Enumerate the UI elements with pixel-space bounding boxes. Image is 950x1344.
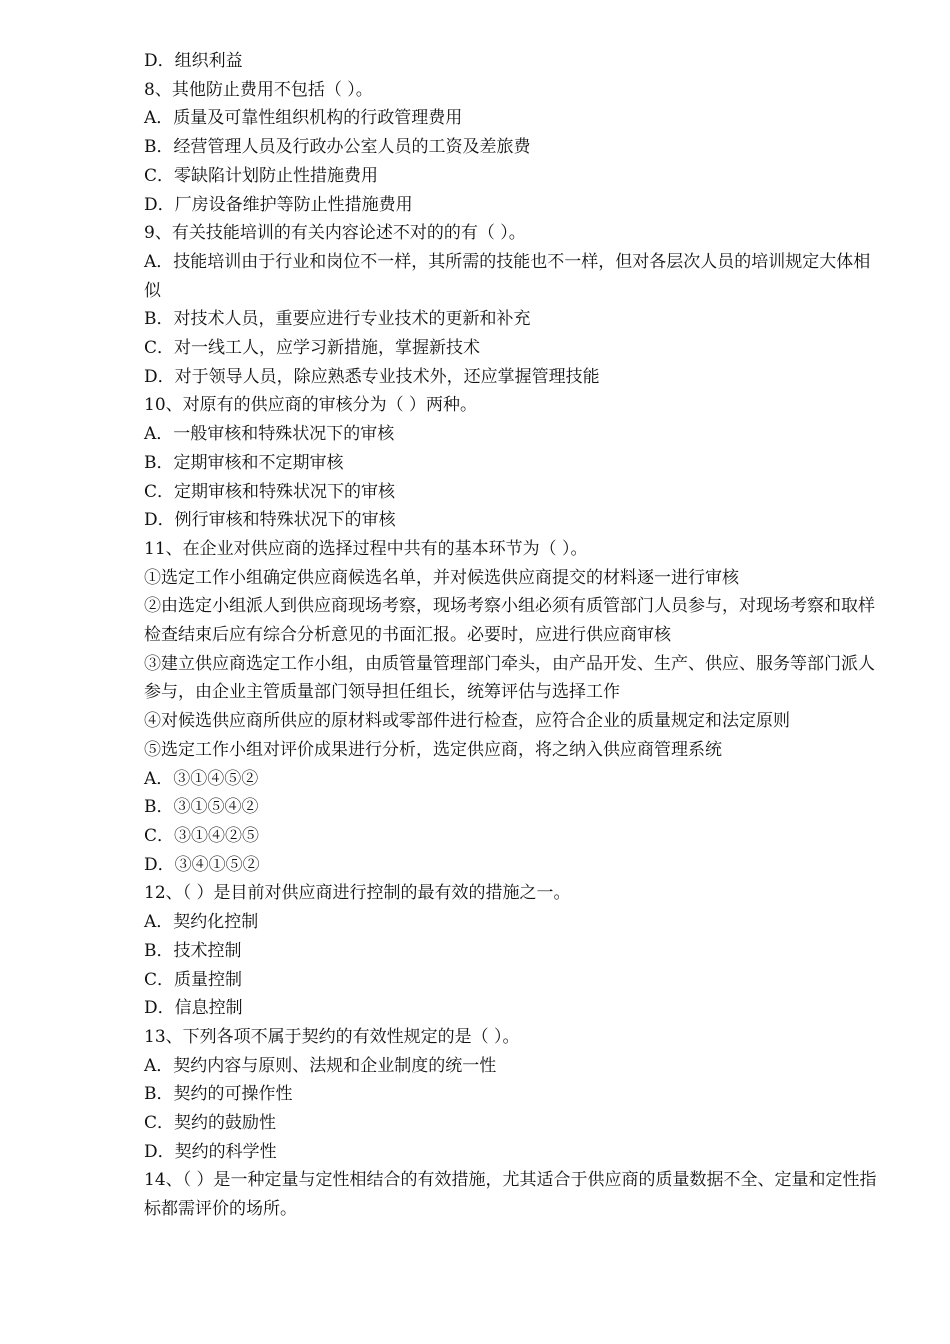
option-a-q10: A．一般审核和特殊状况下的审核 xyxy=(144,424,395,445)
option-c-q10: C．定期审核和特殊状况下的审核 xyxy=(144,481,396,502)
option-d-q11: D．③④①⑤② xyxy=(144,854,260,875)
option-b-q13: B．契约的可操作性 xyxy=(144,1084,293,1105)
question-9: 9、有关技能培训的有关内容论述不对的的有（ ）。 xyxy=(144,223,526,244)
option-a-q13: A．契约内容与原则、法规和企业制度的统一性 xyxy=(144,1055,497,1076)
option-d-q12: D．信息控制 xyxy=(144,998,243,1019)
question-13: 13、下列各项不属于契约的有效性规定的是（ ）。 xyxy=(144,1026,520,1047)
option-a-q9: A．技能培训由于行业和岗位不一样，其所需的技能也不一样，但对各层次人员的培训规定大体相似 xyxy=(144,251,871,301)
question-11: 11、在企业对供应商的选择过程中共有的基本环节为（ ）。 xyxy=(144,538,588,559)
step-5-q11: ⑤选定工作小组对评价成果进行分析，选定供应商，将之纳入供应商管理系统 xyxy=(144,739,722,760)
option-d-q10: D．例行审核和特殊状况下的审核 xyxy=(144,510,396,531)
option-d-q9: D．对于领导人员，除应熟悉专业技术外，还应掌握管理技能 xyxy=(144,366,600,387)
option-c-q9: C．对一线工人，应学习新措施，掌握新技术 xyxy=(144,338,481,359)
option-b-q9: B．对技术人员，重要应进行专业技术的更新和补充 xyxy=(144,309,531,330)
question-14: 14、（ ）是一种定量与定性相结合的有效措施，尤其适合于供应商的质量数据不全、定量和定性指标都需评价的场所。 xyxy=(144,1170,877,1220)
step-2-q11: ②由选定小组派人到供应商现场考察，现场考察小组必须有质管部门人员参与，对现场考察和取样检查结束后应有综合分析意见的书面汇报。必要时，应进行供应商审核 xyxy=(144,596,875,646)
option-b-q11: B．③①⑤④② xyxy=(144,797,259,818)
option-c-q12: C．质量控制 xyxy=(144,969,243,990)
option-c-q8: C．零缺陷计划防止性措施费用 xyxy=(144,165,379,186)
step-3-q11: ③建立供应商选定工作小组，由质管量管理部门牵头，由产品开发、生产、供应、服务等部门派人参与，由企业主管质量部门领导担任组长，统筹评估与选择工作 xyxy=(144,653,875,703)
question-12: 12、（ ）是目前对供应商进行控制的最有效的措施之一。 xyxy=(144,883,571,904)
step-1-q11: ①选定工作小组确定供应商候选名单，并对候选供应商提交的材料逐一进行审核 xyxy=(144,567,739,588)
option-a-q8: A．质量及可靠性组织机构的行政管理费用 xyxy=(144,108,463,129)
option-b-q8: B．经营管理人员及行政办公室人员的工资及差旅费 xyxy=(144,137,531,158)
option-a-q12: A．契约化控制 xyxy=(144,912,259,933)
question-8: 8、其他防止费用不包括（ ）。 xyxy=(144,79,373,100)
question-10: 10、对原有的供应商的审核分为（ ）两种。 xyxy=(144,395,478,416)
option-d-q13: D．契约的科学性 xyxy=(144,1141,277,1162)
document-page xyxy=(144,47,884,1224)
option-d-q7: D．组织利益 xyxy=(144,51,243,71)
option-b-q10: B．定期审核和不定期审核 xyxy=(144,452,344,473)
option-c-q11: C．③①④②⑤ xyxy=(144,825,260,846)
step-4-q11: ④对候选供应商所供应的原材料或零部件进行检查，应符合企业的质量规定和法定原则 xyxy=(144,711,790,732)
option-b-q12: B．技术控制 xyxy=(144,940,242,961)
option-d-q8: D．厂房设备维护等防止性措施费用 xyxy=(144,194,413,215)
option-c-q13: C．契约的鼓励性 xyxy=(144,1113,277,1134)
option-a-q11: A．③①④⑤② xyxy=(144,768,259,789)
